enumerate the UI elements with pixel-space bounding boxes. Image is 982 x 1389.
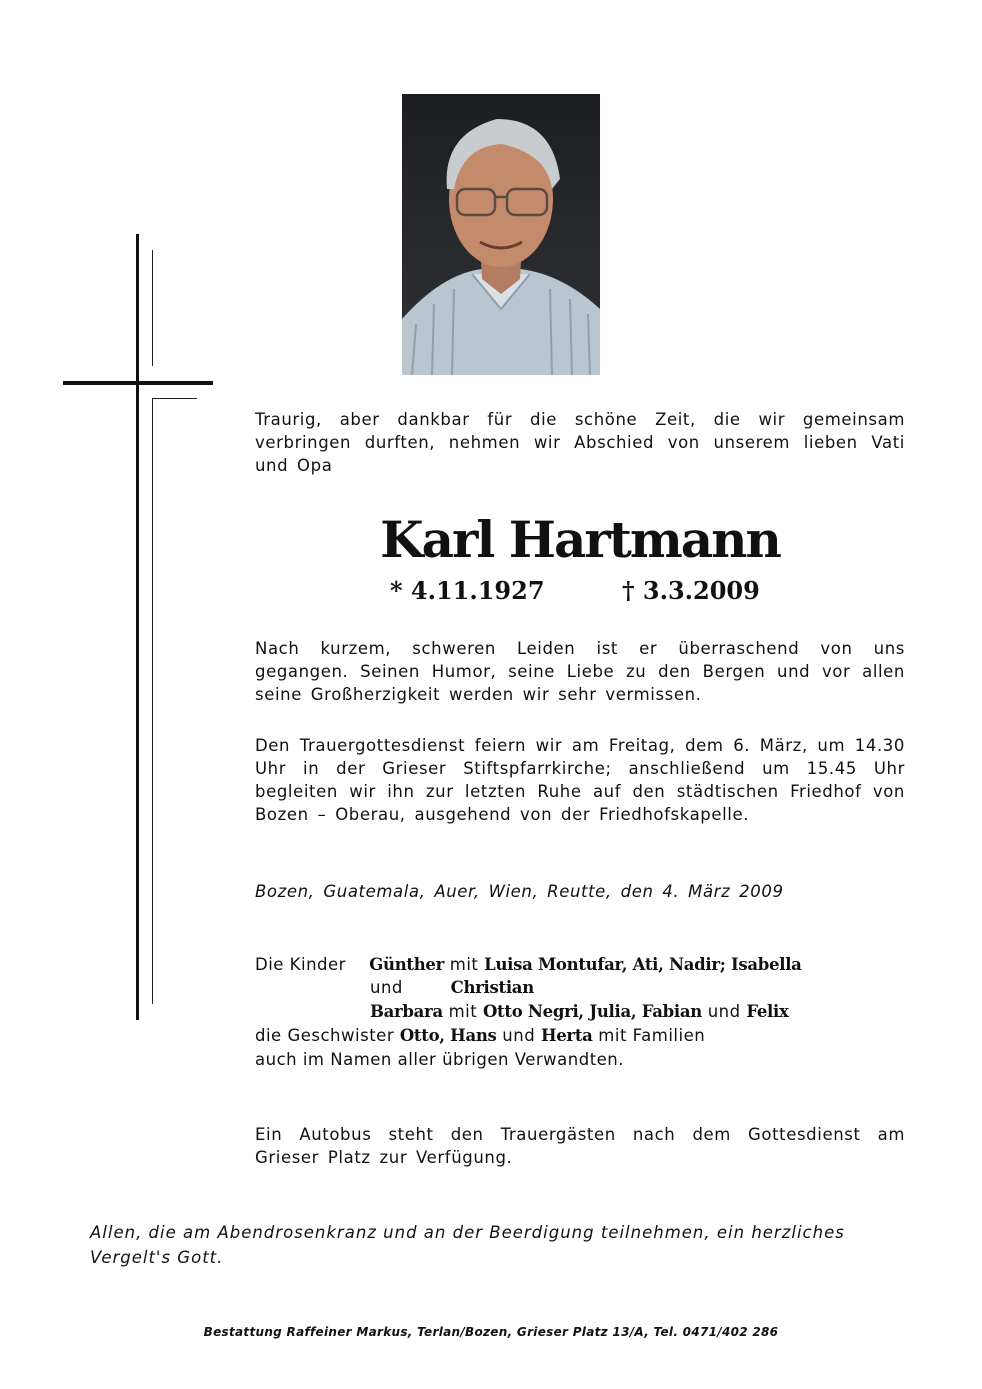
family-row-4 — [255, 1024, 705, 1047]
mit-1: mit — [449, 955, 479, 974]
und-3: und — [502, 1026, 536, 1045]
kinder-label: Die Kinder — [255, 955, 346, 974]
und-2: und — [707, 1002, 741, 1021]
cross-thin-line-lower — [152, 398, 153, 1004]
portrait-photo — [402, 94, 600, 375]
siblings-otto-hans: Otto, Hans — [399, 1026, 497, 1045]
deceased-name: Karl Hartmann — [380, 510, 780, 569]
mit-familien: mit Familien — [598, 1026, 706, 1045]
cross-thin-line-upper — [152, 250, 153, 366]
family-row-3 — [370, 1000, 789, 1023]
child-guenther: Günther — [369, 955, 445, 974]
und-1: und — [370, 978, 403, 997]
geschwister-label: die Geschwister — [255, 1026, 395, 1045]
bus-text: Ein Autobus steht den Trauergästen nach dem Gottesdienst am Grieser Platz zur Verfügung. — [255, 1125, 905, 1167]
barbara-family: Otto Negri, Julia, Fabian — [482, 1002, 702, 1021]
family-row-1 — [255, 953, 802, 976]
death-date: † 3.3.2009 — [622, 576, 760, 605]
mit-2: mit — [448, 1002, 478, 1021]
cross-horizontal-bar — [63, 381, 213, 385]
child-barbara: Barbara — [370, 1002, 443, 1021]
illness-text: Nach kurzem, schweren Leiden ist er überraschend von uns gegangen. Seinen Humor, seine Liebe zu den Bergen und vor allen seine Großherzigkeit werden wir sehr vermissen. — [255, 639, 905, 704]
felix: Felix — [746, 1002, 789, 1021]
portrait-illustration — [402, 94, 600, 375]
rosary-thanks: Allen, die am Abendrosenkranz und an der Beerdigung teilnehmen, ein herzliches Vergelt's Gott. — [90, 1223, 845, 1267]
birth-date: * 4.11.1927 — [390, 576, 545, 605]
family-row-5: auch im Namen aller übrigen Verwandten. — [255, 1050, 625, 1069]
child-christian: Christian — [450, 978, 534, 997]
undertaker-info: Bestattung Raffeiner Markus, Terlan/Bozen, Grieser Platz 13/A, Tel. 0471/402 286 — [203, 1325, 779, 1339]
place-date: Bozen, Guatemala, Auer, Wien, Reutte, den 4. März 2009 — [255, 882, 784, 901]
service-text: Den Trauergottesdienst feiern wir am Freitag, dem 6. März, um 14.30 Uhr in der Grieser Stiftspfarrkirche; anschließend um 15.45 Uhr begleiten wir ihn zur letzten Ruhe auf den städtischen Friedhof von Bozen – Oberau, ausgehend von der Friedhofskapelle. — [255, 736, 905, 824]
guenther-family: Luisa Montufar, Ati, Nadir; Isabella — [484, 955, 802, 974]
family-row-2 — [370, 976, 534, 999]
cross-thin-line-arm — [152, 398, 197, 399]
intro-text: Traurig, aber dankbar für die schöne Zeit, die wir gemeinsam verbringen durften, nehmen wir Abschied von unserem lieben Vati und Opa — [255, 410, 905, 475]
cross-vertical-bar — [136, 234, 139, 1020]
sibling-herta: Herta — [540, 1026, 593, 1045]
